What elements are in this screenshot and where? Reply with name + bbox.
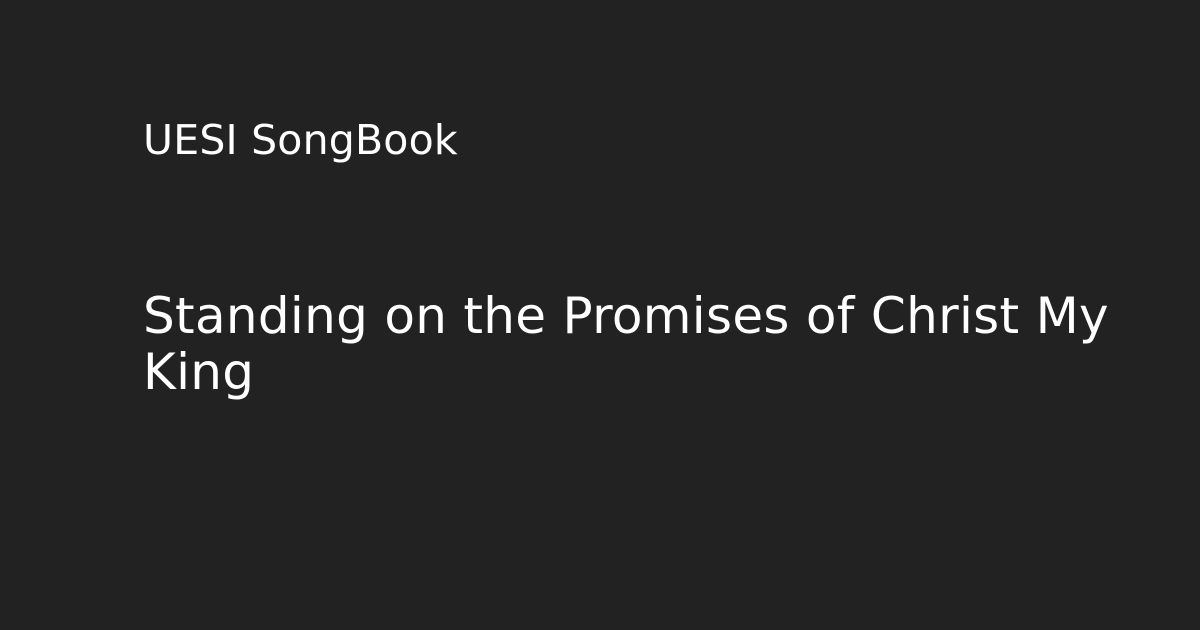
song-title: Standing on the Promises of Christ My King [143, 287, 1109, 401]
site-title: UESI SongBook [143, 116, 458, 164]
